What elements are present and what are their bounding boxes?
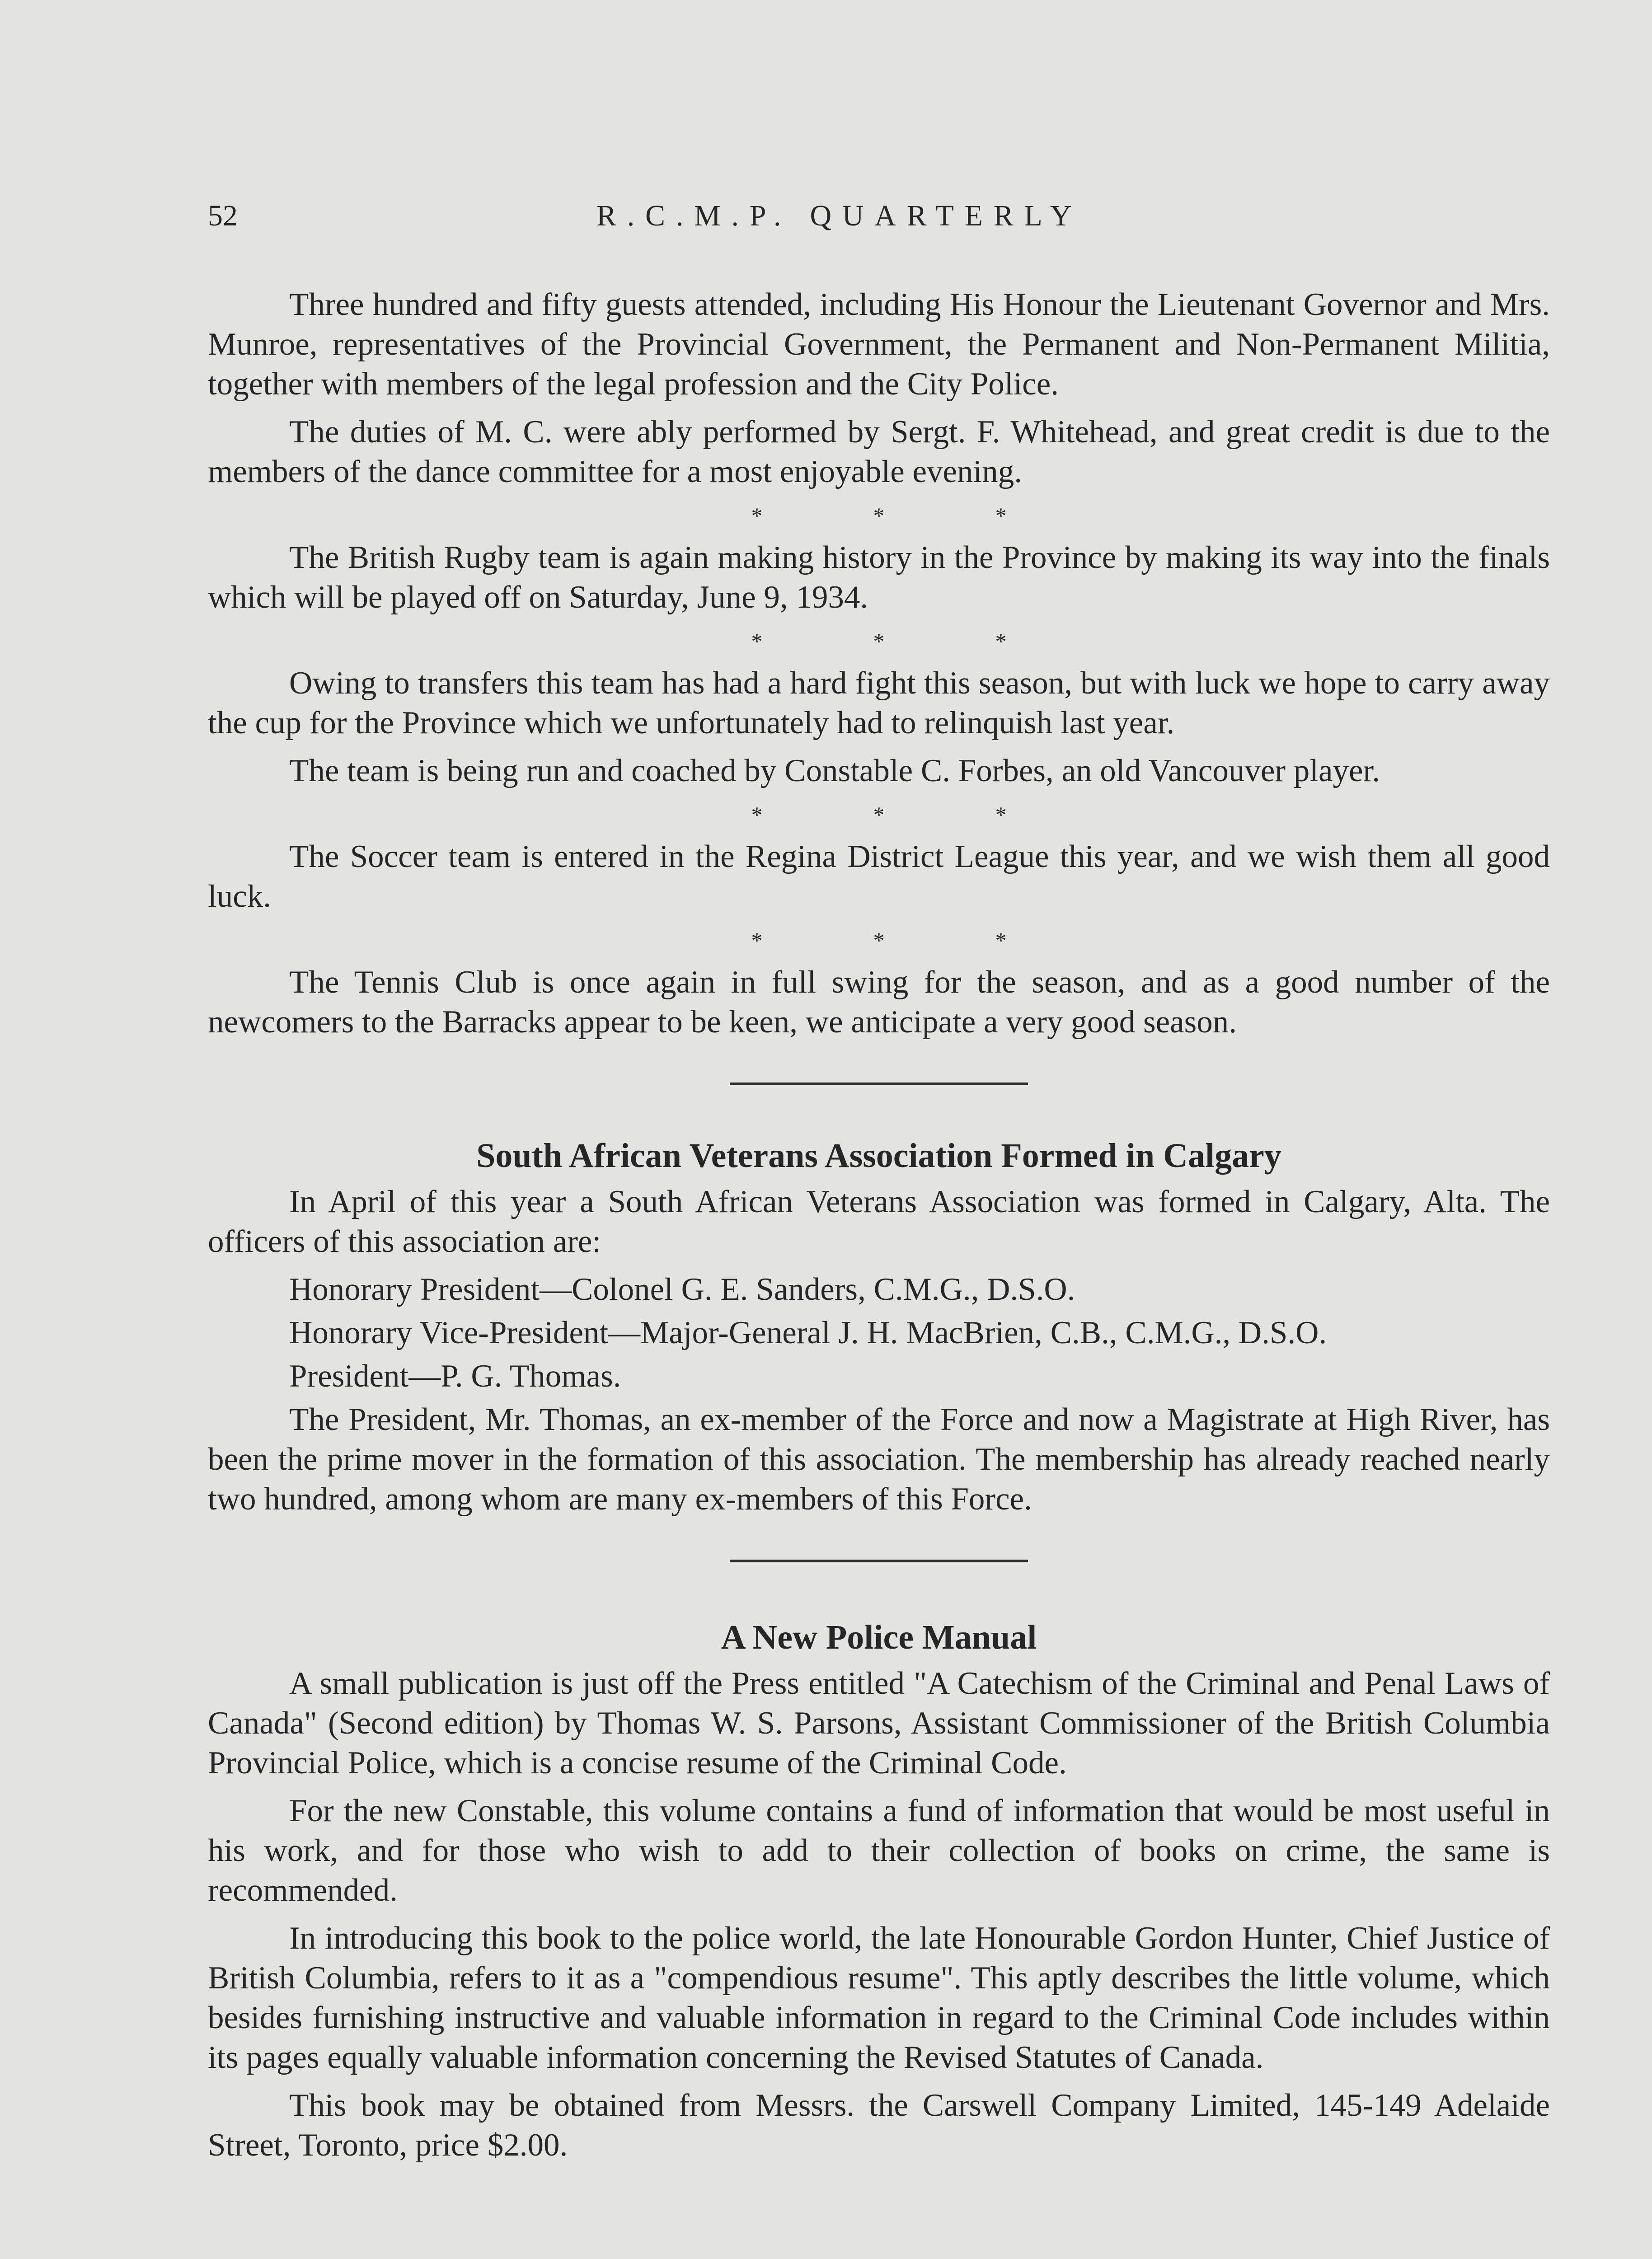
paragraph-manual-availability: This book may be obtained from Messrs. the Carswell Company Limited, 145-149 Adelaide Street, Toronto, price $2.00. xyxy=(208,2088,1550,2163)
paragraph-veterans-closing: The President, Mr. Thomas, an ex-member of the Force and now a Magistrate at High River, has been the prime mover in the formation of this association. The membership has already reached nearly two hundred, among whom are many ex-members of this Force. xyxy=(208,1402,1550,1517)
running-head xyxy=(208,199,1550,244)
paragraph-manual-publication: A small publication is just off the Press entitled "A Catechism of the Criminal and Penal Laws of Canada" (Second edition) by Thomas W. S. Parsons, Assistant Commissioner of the British Columbia Provincial Police, which is a concise resume of the Criminal Code. xyxy=(208,1666,1550,1781)
separator-star: * xyxy=(873,503,885,528)
separator-star: * xyxy=(873,802,885,827)
officer-president: President—P. G. Thomas. xyxy=(289,1359,621,1394)
paragraph-transfers: Owing to transfers this team has had a hard fight this season, but with luck we hope to carry away the cup for the Province which we unfortunately had to relinquish last year. xyxy=(208,666,1550,741)
page-number: 52 xyxy=(208,199,238,232)
separator-star: * xyxy=(995,802,1007,827)
paragraph-veterans-intro: In April of this year a South African Veterans Association was formed in Calgary, Alta. The officers of this association are: xyxy=(208,1184,1550,1259)
section-separator xyxy=(208,500,1550,531)
separator-star: * xyxy=(751,928,763,953)
article-heading-manual: A New Police Manual xyxy=(721,1618,1037,1656)
separator-star: * xyxy=(995,928,1007,953)
paragraph-rugby: The British Rugby team is again making history in the Province by making its way into the finals which will be played off on Saturday, June 9, 1934. xyxy=(208,540,1550,615)
paragraph-coach: The team is being run and coached by Constable C. Forbes, an old Vancouver player. xyxy=(289,753,1380,788)
section-separator xyxy=(208,924,1550,956)
paragraph-guests: Three hundred and fifty guests attended, including His Honour the Lieutenant Governor and Mrs. Munroe, representatives of the Provincial Government, the Permanent and Non-Permanent Militia, together with members of the legal profession and the City Police. xyxy=(208,287,1550,402)
article-heading-veterans: South African Veterans Association Formed in Calgary xyxy=(476,1137,1281,1175)
officer-honorary-vice-president: Honorary Vice-President—Major-General J. H. MacBrien, C.B., C.M.G., D.S.O. xyxy=(289,1315,1327,1350)
paragraph-manual-introduction: In introducing this book to the police world, the late Honourable Gordon Hunter, Chief Justice of British Columbia, refers to it as a "compendious resume". This aptly describes the little volume, which besides furnishing instructive and valuable information in regard to the Criminal Code includes within its pages equally valuable information concerning the Revised Statutes of Canada. xyxy=(208,1921,1550,2075)
separator-star: * xyxy=(873,628,885,654)
separator-star: * xyxy=(751,628,763,654)
separator-star: * xyxy=(995,628,1007,654)
paragraph-manual-constable: For the new Constable, this volume contains a fund of information that would be most useful in his work, and for those who wish to add to their collection of books on crime, the same is recommended. xyxy=(208,1793,1550,1908)
separator-star: * xyxy=(995,503,1007,528)
officer-honorary-president: Honorary President—Colonel G. E. Sanders, C.M.G., D.S.O. xyxy=(289,1272,1075,1307)
section-separator xyxy=(208,799,1550,830)
paragraph-tennis: The Tennis Club is once again in full swing for the season, and as a good number of the newcomers to the Barracks appear to be keen, we anticipate a very good season. xyxy=(208,965,1550,1040)
section-rule xyxy=(730,1560,1028,1562)
journal-title: R.C.M.P. QUARTERLY xyxy=(596,199,1083,232)
section-separator xyxy=(208,625,1550,657)
paragraph-soccer: The Soccer team is entered in the Regina District League this year, and we wish them all good luck. xyxy=(208,839,1550,914)
separator-star: * xyxy=(873,928,885,953)
separator-star: * xyxy=(751,802,763,827)
text-column xyxy=(208,285,1550,2173)
paragraph-mc-duties: The duties of M. C. were ably performed by Sergt. F. Whitehead, and great credit is due to the members of the dance committee for a most enjoyable evening. xyxy=(208,414,1550,489)
separator-star: * xyxy=(751,503,763,528)
section-rule xyxy=(730,1083,1028,1085)
